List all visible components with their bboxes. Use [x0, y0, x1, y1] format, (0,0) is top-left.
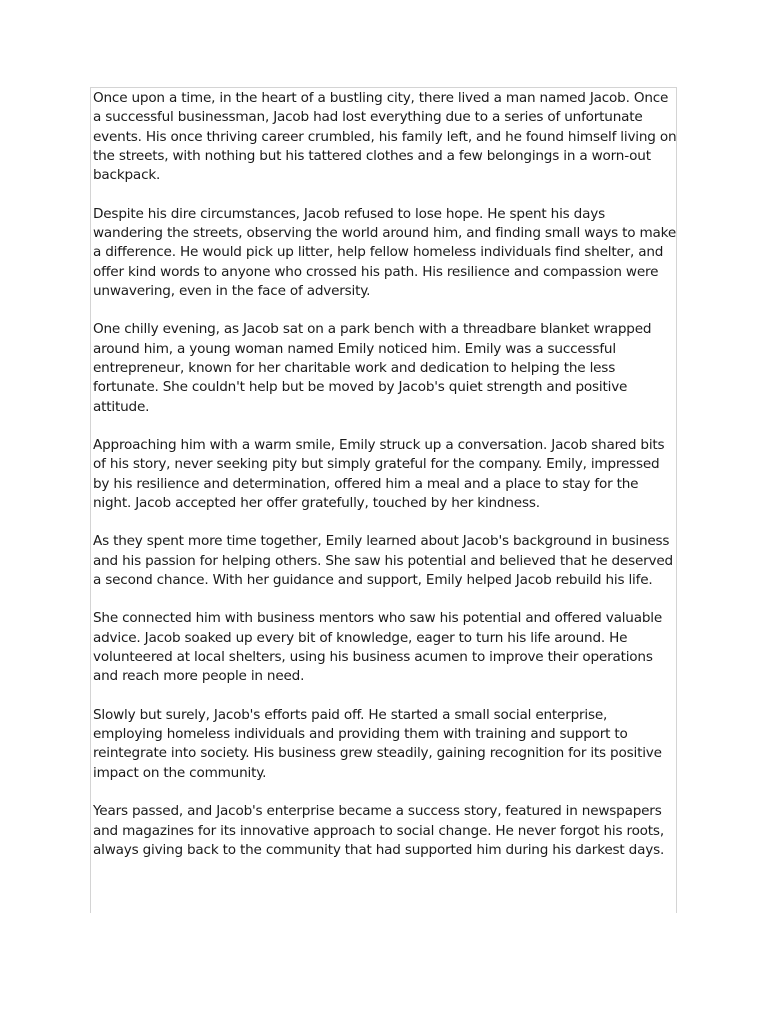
document-page — [90, 87, 677, 913]
paragraph-8: Years passed, and Jacob's enterprise became a success story, featured in newspapers and magazines for its innovative approach to social change. He never forgot his roots, always giving back to the community that had supported him during his darkest days. — [93, 803, 665, 858]
paragraph-2: Despite his dire circumstances, Jacob refused to lose hope. He spent his days wandering the streets, observing the world around him, and finding small ways to make a difference. He would pick up litter, help fellow homeless individuals find shelter, and offer kind words to anyone who crossed his path. His resilience and compassion were unwavering, even in the face of adversity. — [93, 205, 677, 299]
paragraph-4: Approaching him with a warm smile, Emily struck up a conversation. Jacob shared bits of his story, never seeking pity but simply grateful for the company. Emily, impressed by his resilience and determination, offered him a meal and a place to stay for the night. Jacob accepted her offer gratefully, touched by her kindness. — [93, 437, 665, 511]
document-body — [93, 89, 677, 879]
paragraph-7: Slowly but surely, Jacob's efforts paid off. He started a small social enterprise, employing homeless individuals and providing them with training and support to reintegrate into society. His business grew steadily, gaining recognition for its positive impact on the community. — [93, 706, 662, 781]
paragraph-3: One chilly evening, as Jacob sat on a park bench with a threadbare blanket wrapped around him, a young woman named Emily noticed him. Emily was a successful entrepreneur, known for her charitable work and dedication to helping the less fortunate. She couldn't help but be moved by Jacob's quiet strength and positive attitude. — [93, 321, 652, 415]
paragraph-1: Once upon a time, in the heart of a bustling city, there lived a man named Jacob. Once a successful businessman, Jacob had lost everything due to a series of unfortunate events. His once thriving career crumbled, his family left, and he found himself living on the streets, with nothing but his tattered clothes and a few belongings in a worn-out backpack. — [93, 90, 677, 184]
paragraph-6: She connected him with business mentors who saw his potential and offered valuable advice. Jacob soaked up every bit of knowledge, eager to turn his life around. He volunteered at local shelters, using his business acumen to improve their operations and reach more people in need. — [93, 610, 663, 685]
paragraph-5: As they spent more time together, Emily learned about Jacob's background in business and his passion for helping others. She saw his potential and believed that he deserved a second chance. With her guidance and support, Emily helped Jacob rebuild his life. — [93, 533, 673, 588]
